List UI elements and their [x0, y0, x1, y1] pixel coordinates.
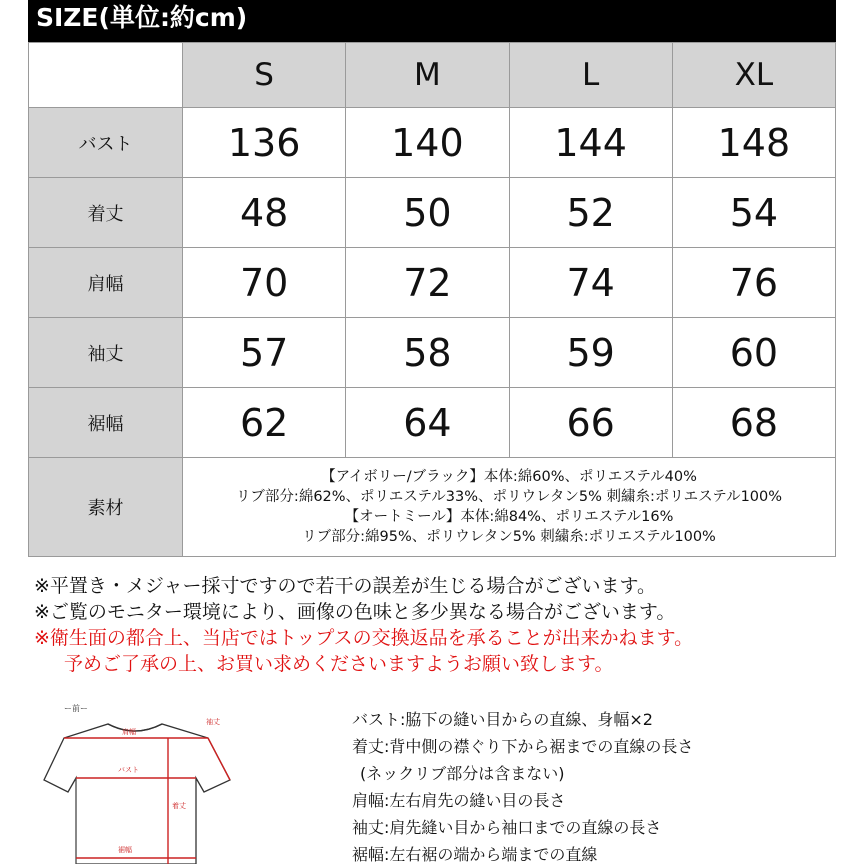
row-label-sleeve: 袖丈: [29, 318, 183, 388]
row-label-hem: 裾幅: [29, 388, 183, 458]
note-monitor-color: ※ご覧のモニター環境により、画像の色味と多少異なる場合がございます。: [34, 601, 676, 623]
diagram-shoulder-label: 肩幅: [122, 728, 136, 736]
note-measurement-error: ※平置き・メジャー採寸ですので若干の誤差が生じる場合がございます。: [34, 575, 657, 597]
note-acknowledge: 予めご了承の上、お買い求めくださいますようお願い致します。: [64, 653, 614, 675]
diagram-bust-label: バスト: [118, 766, 139, 774]
material-line: 【オートミール】本体:綿84%、ポリエステル16%: [344, 509, 674, 525]
size-table: [28, 42, 836, 557]
table-cell: 72: [346, 248, 509, 318]
row-label-length: 着丈: [29, 178, 183, 248]
size-col-m: M: [346, 43, 509, 108]
table-cell: 54: [672, 178, 835, 248]
table-cell: 76: [672, 248, 835, 318]
table-row-hem: [29, 388, 836, 458]
table-cell: 74: [509, 248, 672, 318]
table-cell: 58: [346, 318, 509, 388]
table-row-shoulder: [29, 248, 836, 318]
table-cell: 50: [346, 178, 509, 248]
definition-shoulder: 肩幅:左右肩先の縫い目の長さ: [352, 791, 566, 810]
row-label-shoulder: 肩幅: [29, 248, 183, 318]
tshirt-outline: [44, 724, 230, 864]
table-cell: 140: [346, 108, 509, 178]
table-row-bust: [29, 108, 836, 178]
definition-length-note: (ネックリブ部分は含まない): [360, 764, 565, 783]
table-cell: 64: [346, 388, 509, 458]
table-cell: 62: [183, 388, 346, 458]
table-cell: 148: [672, 108, 835, 178]
definition-hem: 裾幅:左右裾の端から端までの直線: [352, 845, 598, 864]
size-header-title: SIZE(単位:約cm): [36, 3, 248, 32]
material-cell: [183, 458, 836, 557]
definition-bust: バスト:脇下の縫い目からの直線、身幅×2: [352, 710, 653, 729]
note-no-returns: ※衛生面の都合上、当店ではトップスの交換返品を承ることが出来かねます。: [34, 627, 694, 649]
table-cell: 70: [183, 248, 346, 318]
diagram-length-label: 着丈: [172, 802, 186, 810]
notes-section: [34, 573, 834, 677]
definition-length: 着丈:背中側の襟ぐり下から裾までの直線の長さ: [352, 737, 694, 756]
table-cell: 60: [672, 318, 835, 388]
diagram-front-label: ー前ー: [64, 704, 88, 713]
table-cell: 57: [183, 318, 346, 388]
material-line: リブ部分:綿95%、ポリウレタン5% 刺繍糸:ポリエステル100%: [302, 529, 716, 545]
table-corner-cell: [29, 43, 183, 108]
row-label-material: 素材: [29, 458, 183, 557]
size-header-row: [29, 43, 836, 108]
table-cell: 136: [183, 108, 346, 178]
table-row-material: [29, 458, 836, 557]
definition-sleeve: 袖丈:肩先縫い目から袖口までの直線の長さ: [352, 818, 662, 837]
row-label-bust: バスト: [29, 108, 183, 178]
size-col-l: L: [509, 43, 672, 108]
size-col-s: S: [183, 43, 346, 108]
table-cell: 66: [509, 388, 672, 458]
material-line: リブ部分:綿62%、ポリエステル33%、ポリウレタン5% 刺繍糸:ポリエステル100%: [235, 489, 783, 505]
table-cell: 48: [183, 178, 346, 248]
diagram-sleeve-label: 袖丈: [206, 718, 220, 726]
measurement-definitions: [352, 706, 842, 868]
size-col-xl: XL: [672, 43, 835, 108]
table-row-length: [29, 178, 836, 248]
table-row-sleeve: [29, 318, 836, 388]
diagram-hem-label: 裾幅: [118, 846, 132, 854]
table-cell: 59: [509, 318, 672, 388]
table-cell: 52: [509, 178, 672, 248]
table-cell: 68: [672, 388, 835, 458]
material-line: 【アイボリー/ブラック】本体:綿60%、ポリエステル40%: [321, 469, 697, 485]
table-cell: 144: [509, 108, 672, 178]
tshirt-diagram: [40, 696, 260, 864]
size-header-bar: [28, 0, 836, 42]
